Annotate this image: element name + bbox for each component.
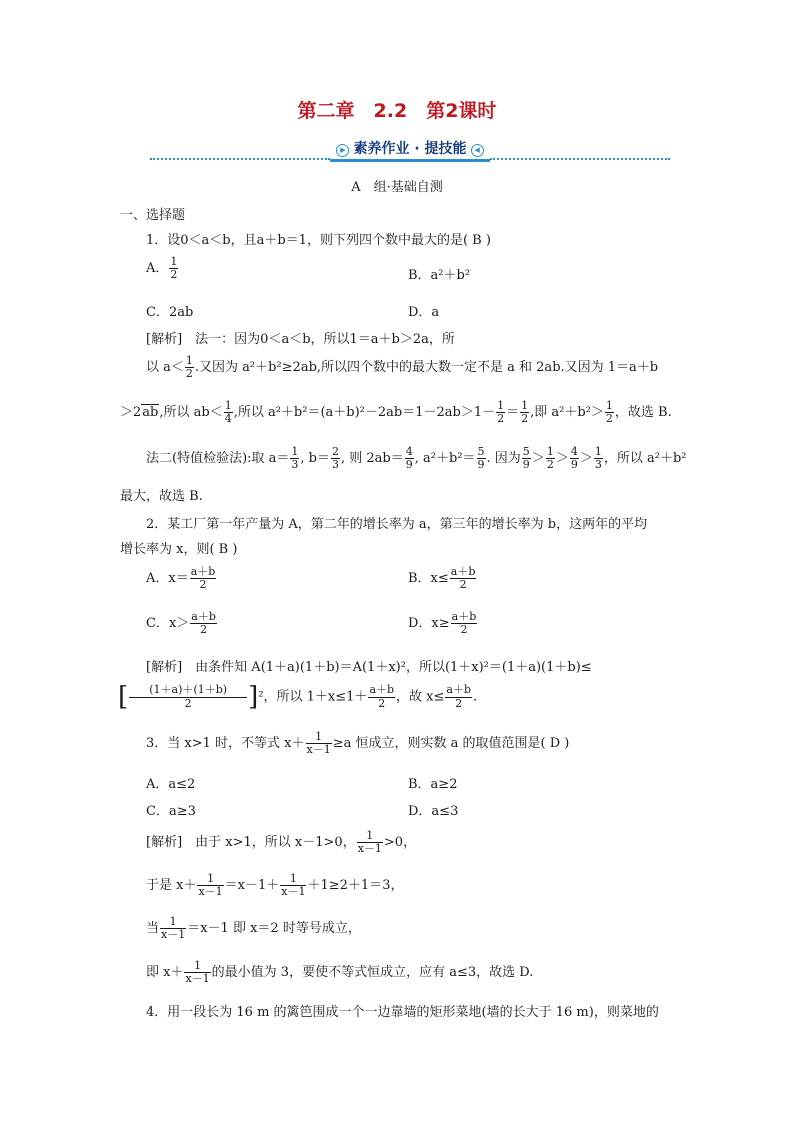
q2-solution-line-1: [解析] 由条件知 A(1＋a)(1＋b)＝A(1＋x)²，所以(1＋x)²＝(1＋a)(1＋b)≤ (146, 660, 592, 675)
q1-solution-line-4: 法二(特值检验法):取 a＝ $\frac{1}{3}$ , b＝ $\frac{2}{3}$ , 则 2ab＝ $\frac{4}{9}$ , a²＋b²＝ $\frac{5}{9}$ . 因为 $\frac{5}{9}$ ＞ $\frac{1}{2}$ ＞ $\frac{4}{9}$ ＞ $\frac{1}{3}$ ，所以 a²＋b² (146, 445, 687, 472)
q2-solution-line-2: [ $\frac{(1+a)+(1+b)}{2}$ ]²，所以 1＋x≤1＋ $\frac{a+b}{2}$ ，故 x≤ $\frac{a+b}{2}$ . (118, 682, 478, 712)
q2-option-d: D．x≥ $\frac{a+b}{2}$ (408, 610, 477, 637)
q3-solution-line-1: [解析] 由于 x>1，所以 x－1>0， $\frac{1}{x-1}$ >0， (146, 829, 417, 856)
q2-option-c: C．x＞ $\frac{a+b}{2}$ (146, 610, 216, 637)
q1-solution-line-1: [解析] 法一：因为0＜a＜b，所以1＝a＋b＞2a，所 (146, 332, 455, 347)
q3-solution-line-4: 即 x＋ $\frac{1}{x-1}$ 的最小值为 3，要使不等式恒成立，应有 a≤3，故选 D. (146, 959, 534, 986)
question-3-stem: 3．当 x>1 时，不等式 x＋ $\frac{1}{x-1}$ ≥a 恒成立，则实数 a 的取值范围是( D ) (146, 730, 570, 757)
q3-solution-line-3: 当 $\frac{1}{x-1}$ ＝x－1 即 x＝2 时等号成立， (146, 915, 361, 942)
banner-label: 素养作业 · 提技能 (353, 141, 467, 157)
q3-option-d: D．a≤3 (408, 804, 459, 819)
group-heading: A 组·基础自测 (351, 180, 443, 195)
q1-option-c: C．2ab (146, 305, 194, 320)
section-heading: 一、选择题 (120, 208, 186, 223)
q1-option-a: A． $\frac{1}{2}$ (146, 255, 178, 282)
q3-option-c: C．a≥3 (146, 804, 196, 819)
q3-option-a: A．a≤2 (146, 777, 196, 792)
section-banner (150, 138, 670, 162)
q1-option-b: B．a²＋b² (408, 268, 471, 283)
q1-solution-line-2: 以 a＜ $\frac{1}{2}$ .又因为 a²＋b²≥2ab,所以四个数中的最大数一定不是 a 和 2ab.又因为 1＝a＋b (146, 354, 659, 381)
q3-option-b: B．a≥2 (408, 777, 458, 792)
question-4-stem: 4．用一段长为 16 m 的篱笆围成一个一边靠墙的矩形菜地(墙的长大于 16 m)，则菜地的 (146, 1005, 659, 1020)
page-title: 第二章 2.2 第2课时 (297, 100, 497, 122)
q1-solution-line-5: 最大，故选 B. (120, 489, 203, 504)
question-2-stem-1: 2．某工厂第一年产量为 A，第二年的增长率为 a，第三年的增长率为 b，这两年的平均 (146, 517, 648, 532)
play-left-icon: ◀ (471, 144, 484, 157)
question-1-stem: 1．设0＜a＜b，且a＋b＝1，则下列四个数中最大的是( B ) (146, 233, 491, 248)
q3-solution-line-2: 于是 x＋ $\frac{1}{x-1}$ ＝x－1＋ $\frac{1}{x-1}$ ＋1≥2＋1＝3， (146, 872, 404, 899)
q2-option-b: B．x≤ $\frac{a+b}{2}$ (408, 565, 476, 592)
q1-option-d: D．a (408, 305, 440, 320)
play-right-icon: ▶ (336, 144, 349, 157)
q1-solution-line-3: ＞2ab,所以 ab＜ $\frac{1}{4}$ ,所以 a²＋b²＝(a＋b)²－2ab＝1－2ab＞1－ $\frac{1}{2}$ ＝ $\frac{1}{2}$ ,即 a²＋b²＞ $\frac{1}{2}$ ，故选 B. (120, 399, 672, 426)
question-2-stem-2: 增长率为 x，则( B ) (120, 542, 238, 557)
q2-option-a: A．x＝ $\frac{a+b}{2}$ (146, 565, 216, 592)
